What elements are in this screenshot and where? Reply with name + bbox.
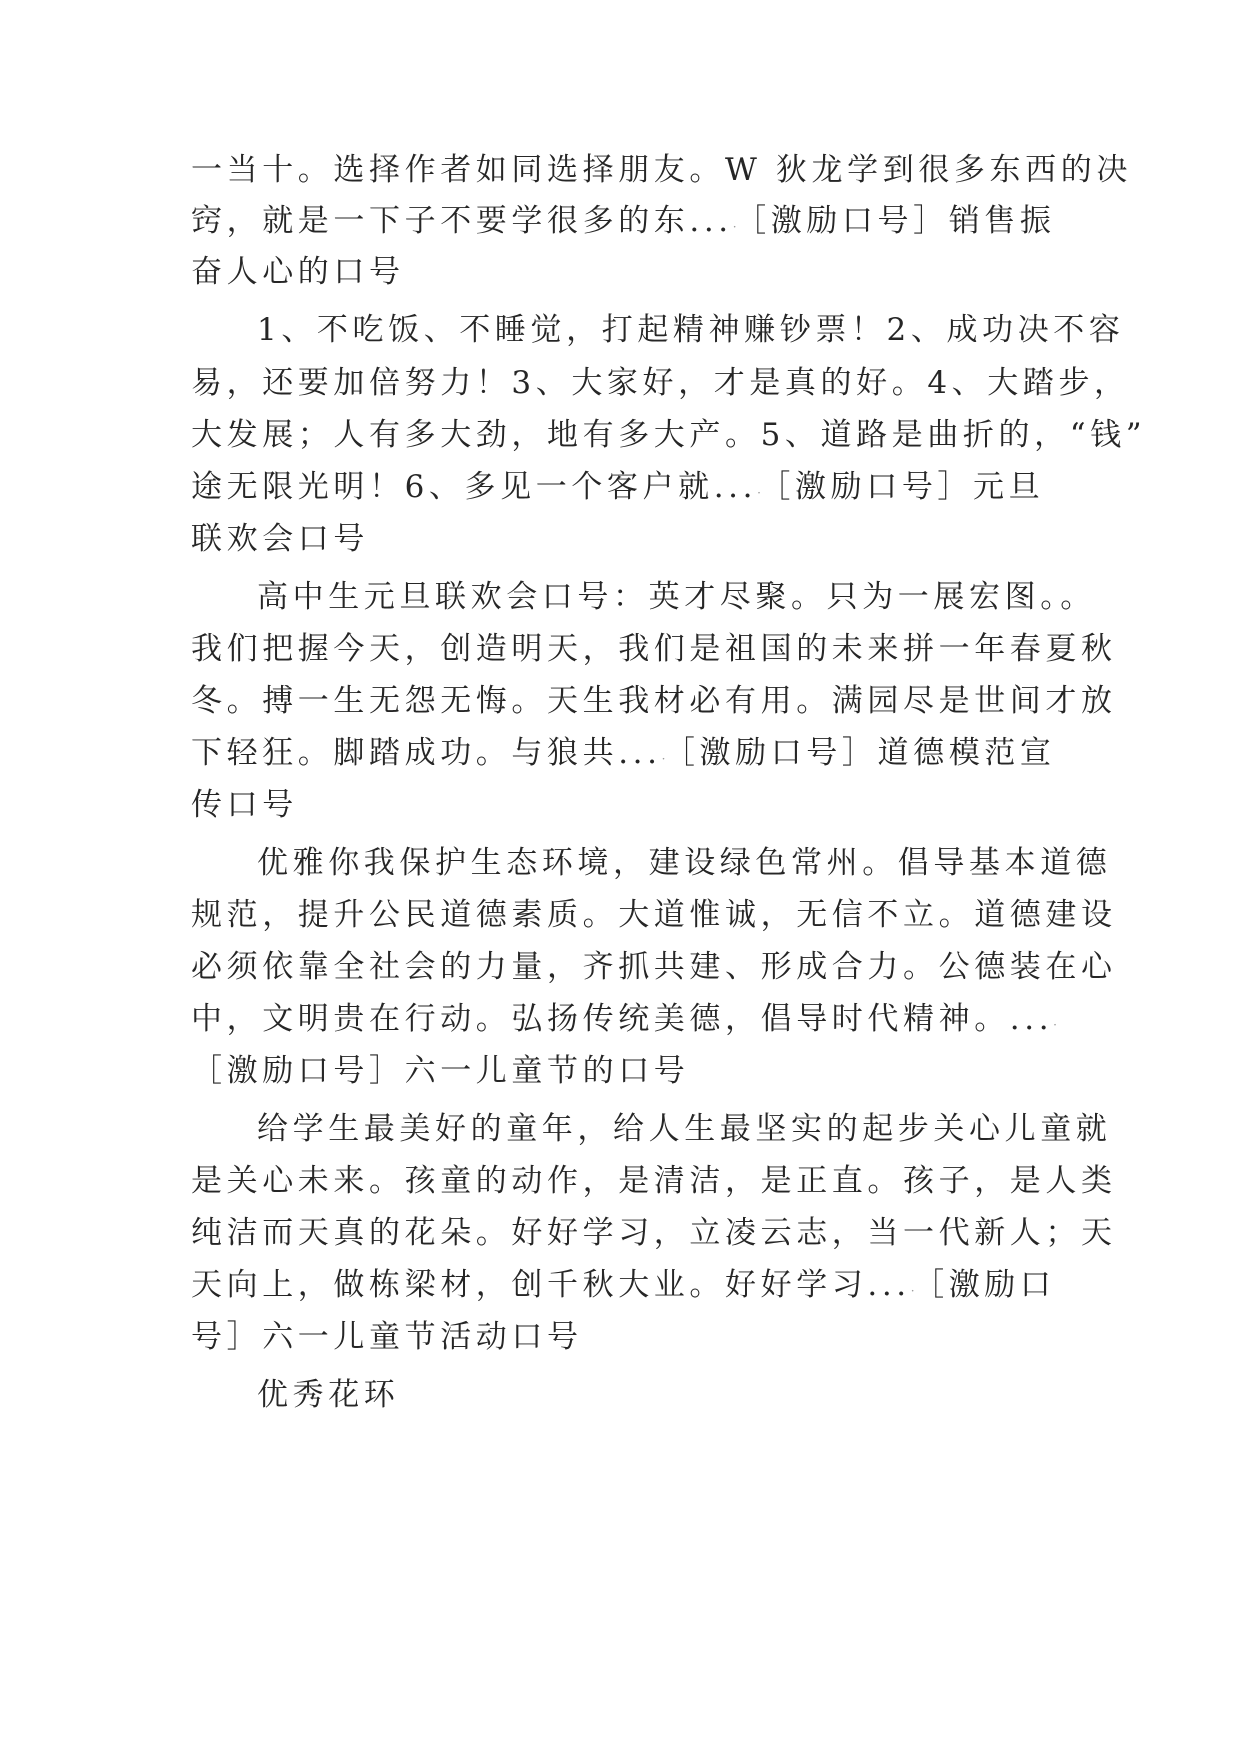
text-line: 我们把握今天，创造明天，我们是祖国的未来拼一年春夏秋 [191,631,1117,667]
text-segment: ［激励口号］元旦 [774,469,1045,505]
text-line: 联欢会口号 [191,521,369,557]
paragraph-first-line: 优秀花环 [257,1377,400,1413]
text-line: 规范，提升公民道德素质。大道惟诚，无信不立。道德建设 [191,897,1117,933]
paragraph-first-line: 给学生最美好的童年，给人生最坚实的起步关心儿童就 [257,1111,1112,1147]
text-line: 必须依靠全社会的力量，齐抓共建、形成合力。公德装在心 [191,949,1117,985]
text-segment: ［激励口号］道德模范宣 [679,735,1056,771]
text-segment: ［激励口 [928,1267,1056,1303]
text-segment: 途无限光明！6、多见一个客户就... [191,469,758,505]
separator-dot-icon: · [661,752,666,766]
text-line [191,733,1071,773]
text-line: 冬。搏一生无怨无悔。天生我材必有用。满园尽是世间才放 [191,683,1117,719]
paragraph-first-line: 优雅你我保护生态环境，建设绿色常州。倡导基本道德 [257,845,1112,881]
text-line: 传口号 [191,787,298,823]
text-line: 一当十。选择作者如同选择朋友。W 狄龙学到很多东西的决 [191,152,1132,188]
text-segment: 窍，就是一下子不要学很多的东... [191,203,733,239]
text-line: 奋人心的口号 [191,254,405,290]
text-line [191,201,1071,241]
text-line: 号］六一儿童节活动口号 [191,1319,583,1355]
text-line: 是关心未来。孩童的动作，是清洁，是正直。孩子，是人类 [191,1163,1117,1199]
text-line: 易，还要加倍努力！3、大家好，才是真的好。4、大踏步， [191,365,1130,401]
paragraph-first-line: 1、不吃饭、不睡觉，打起精神赚钞票！2、成功决不容 [257,312,1125,348]
separator-dot-icon: · [757,486,761,500]
text-line [191,467,1071,507]
text-segment: 中，文明贵在行动。弘扬传统美德，倡导时代精神。... [191,1001,1054,1037]
text-line: 大发展；人有多大劲，地有多大产。5、道路是曲折的，“钱” [191,417,1147,453]
text-segment: ［激励口号］销售振 [750,203,1056,239]
paragraph-first-line: 高中生元旦联欢会口号：英才尽聚。只为一展宏图。。 [257,579,1096,615]
separator-dot-icon: · [1053,1018,1057,1032]
text-segment: 天向上，做栋梁材，创千秋大业。好好学习... [191,1267,911,1303]
separator-dot-icon: · [732,220,737,234]
text-line [191,1265,1071,1305]
text-line [191,999,1071,1039]
text-segment: 下轻狂。脚踏成功。与狼共... [191,735,662,771]
text-line: 纯洁而天真的花朵。好好学习，立凌云志，当一代新人；天 [191,1215,1117,1251]
separator-dot-icon: · [910,1284,915,1298]
text-line: ［激励口号］六一儿童节的口号 [191,1053,690,1089]
